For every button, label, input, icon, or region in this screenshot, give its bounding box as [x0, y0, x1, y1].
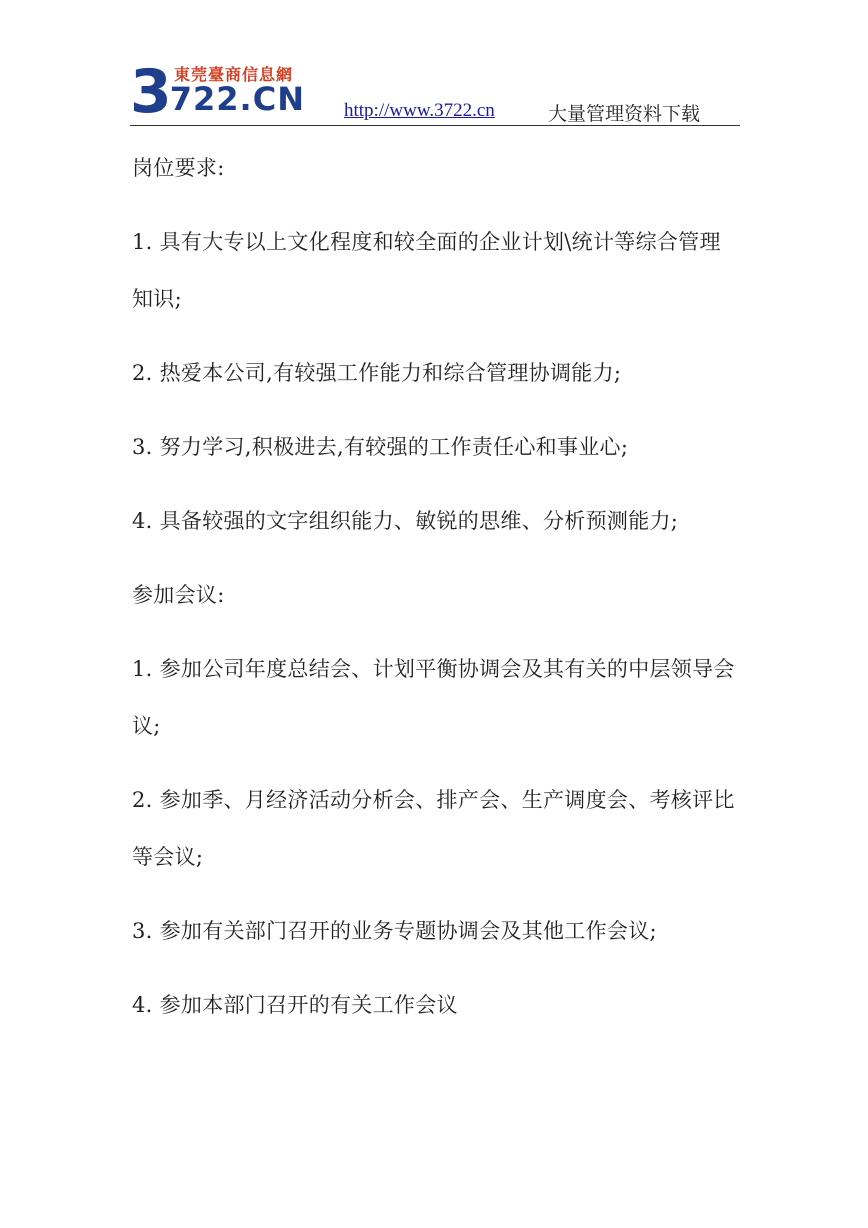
site-url-link[interactable]: http://www.3722.cn [344, 100, 495, 121]
section-heading-requirements: 岗位要求: [132, 156, 225, 180]
header-divider [130, 125, 740, 126]
logo-domain: 722.CN [169, 80, 305, 118]
meeting-item: 2. 参加季、月经济活动分析会、排产会、生产调度会、考核评比等会议; [132, 788, 735, 869]
requirement-item: 3. 努力学习,积极进去,有较强的工作责任心和事业心; [132, 435, 629, 459]
header-tagline: 大量管理资料下载 [548, 103, 701, 125]
logo-subtitle: 東莞臺商信息網 [174, 65, 294, 84]
site-logo [130, 56, 310, 127]
meeting-item: 3. 参加有关部门召开的业务专题协调会及其他工作会议; [132, 919, 657, 943]
requirement-item: 4. 具备较强的文字组织能力、敏锐的思维、分析预测能力; [132, 509, 679, 533]
document-body [132, 140, 742, 1051]
logo-digit: 3 [130, 57, 170, 127]
requirement-item: 2. 热爱本公司,有较强工作能力和综合管理协调能力; [132, 361, 622, 385]
requirement-item: 1. 具有大专以上文化程度和较全面的企业计划\统计等综合管理知识; [132, 230, 721, 311]
meeting-item: 1. 参加公司年度总结会、计划平衡协调会及其有关的中层领导会议; [132, 657, 735, 738]
section-heading-meetings: 参加会议: [132, 583, 225, 607]
meeting-item: 4. 参加本部门召开的有关工作会议 [132, 993, 458, 1017]
page-header [130, 56, 740, 128]
